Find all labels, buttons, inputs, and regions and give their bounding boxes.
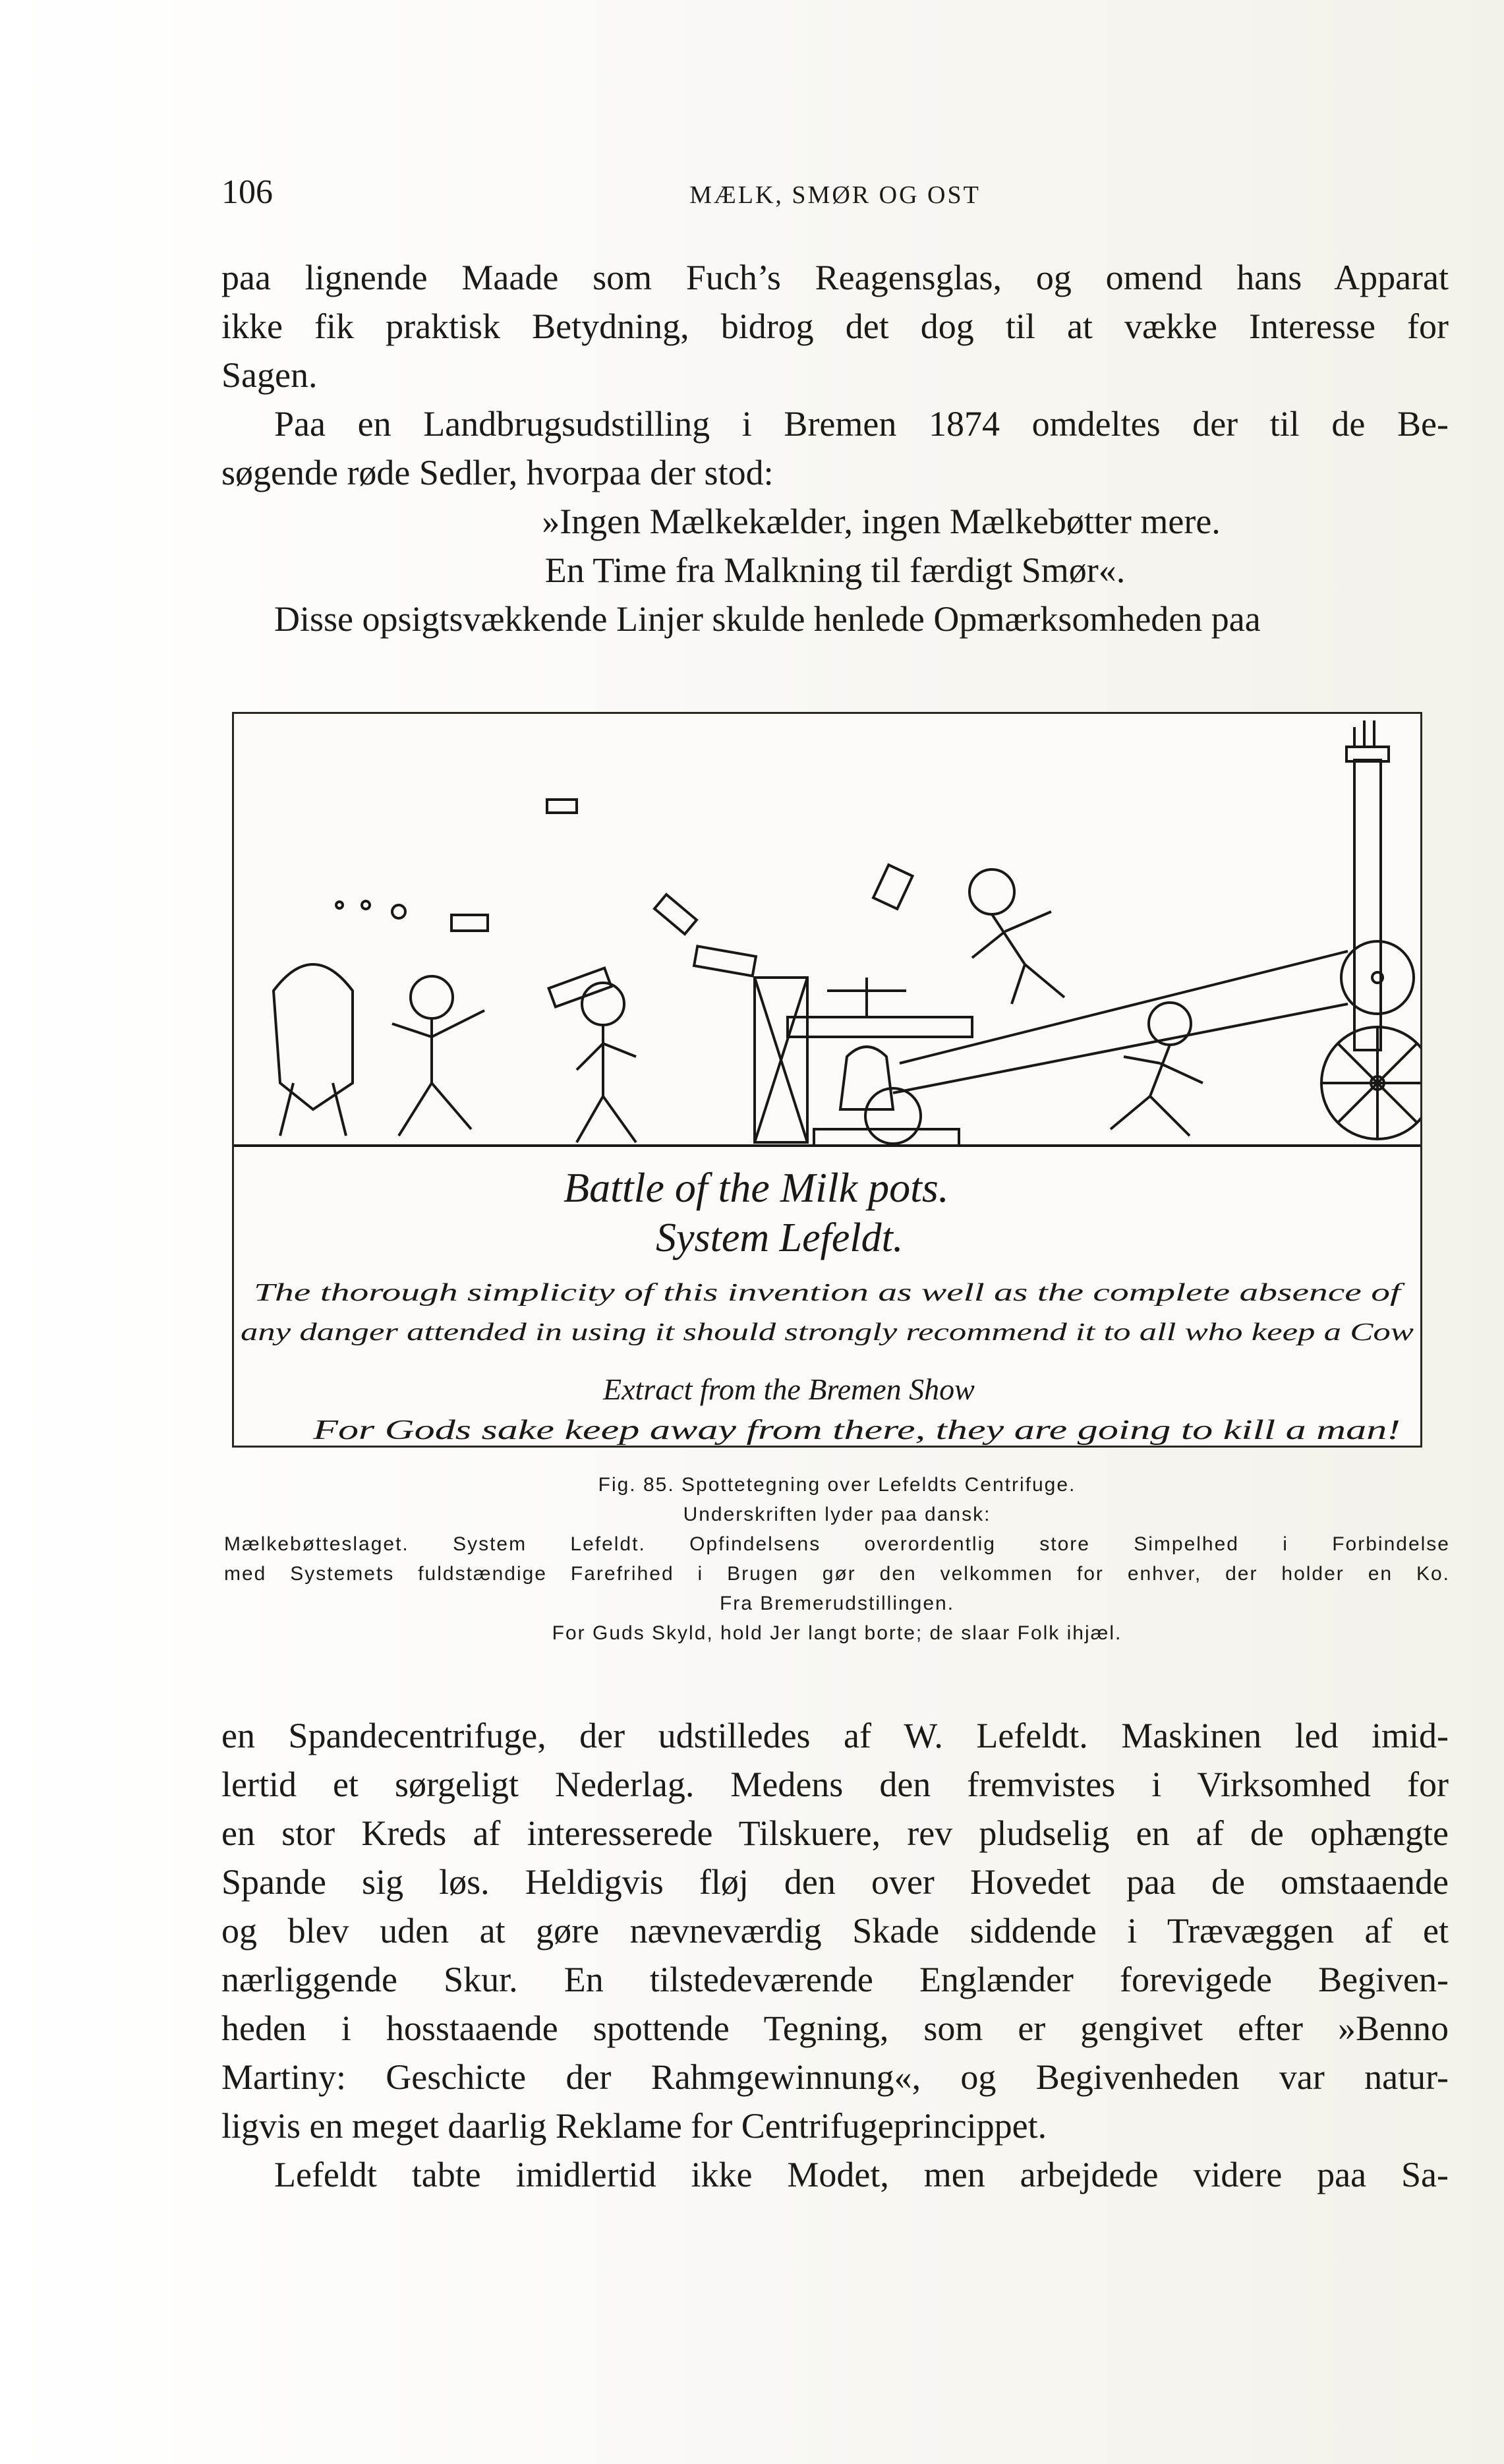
page-header	[221, 173, 1449, 219]
text-line: Lefeldt tabte imidlertid ikke Modet, men arbejdede videre paa Sa-	[274, 2155, 1449, 2194]
inscription-line: any danger attended in using it should strongly recommend it to all who keep a Cow	[241, 1318, 1414, 1346]
cartoon-scene	[234, 720, 1420, 1146]
machine-arm	[788, 1017, 972, 1037]
flying-debris	[362, 901, 370, 909]
inscription-line: The thorough simplicity of this invention as well as the complete absence of	[254, 1279, 1405, 1306]
flying-pail	[451, 915, 488, 931]
figure-head	[411, 976, 453, 1018]
body-paragraph	[221, 1711, 1449, 2199]
text-line: Spande sig løs. Heldigvis fløj den over Hovedet paa de omstaaende	[221, 1862, 1449, 1902]
umbrella-figure	[274, 964, 353, 1109]
caption-line: Mælkebøtteslaget. System Lefeldt. Opfindelsens overordentlig store Simpelhed i Forbindelse	[224, 1533, 1450, 1555]
text-line: og blev uden at gøre nævneværdig Skade siddende i Trævæggen af et	[221, 1911, 1449, 1951]
cartoon-drawing	[234, 714, 1420, 1446]
text-line: ikke fik praktisk Betydning, bidrog det dog til at vække Interesse for	[221, 307, 1449, 346]
inscription-source: Extract from the Bremen Show	[603, 1372, 975, 1406]
caption-line: med Systemets fuldstændige Farefrihed i Brugen gør den velkommen for enhver, der holder en Ko.	[224, 1563, 1450, 1585]
cartoon-figure	[232, 712, 1422, 1448]
drive-wheel	[865, 1088, 921, 1144]
inscription-warning: For Gods sake keep away from there, they are going to kill a man!	[312, 1415, 1401, 1446]
flying-pail	[654, 895, 697, 934]
figure-body	[1111, 1045, 1203, 1136]
intro-paragraph	[221, 253, 1449, 643]
text-line: Martiny: Geschicte der Rahmgewinnung«, og Begivenheden var natur-	[221, 2057, 1449, 2097]
flywheel-upper	[1341, 941, 1414, 1014]
text-line: søgende røde Sedler, hvorpaa der stod:	[221, 453, 774, 492]
flying-pail	[873, 865, 912, 909]
quote-line: »Ingen Mælkekælder, ingen Mælkebøtter mere.	[542, 502, 1221, 541]
text-line: Sagen.	[221, 355, 318, 395]
figure-head	[969, 869, 1014, 914]
text-line: heden i hosstaaende spottende Tegning, som er gengivet efter »Benno	[221, 2009, 1449, 2048]
caption-last-line: For Guds Skyld, hold Jer langt borte; de slaar Folk ihjæl.	[552, 1622, 1122, 1644]
flying-pail	[549, 968, 612, 1007]
text-line: lertid et sørgeligt Nederlag. Medens den fremvistes i Virksomhed for	[221, 1765, 1449, 1804]
figure-body	[577, 1025, 636, 1142]
text-line: paa lignende Maade som Fuch’s Reagensglas, og omend hans Apparat	[221, 258, 1449, 297]
text-line: nærliggende Skur. En tilstedeværende Englænder forevigede Begiven-	[221, 1960, 1449, 1999]
running-title: MÆLK, SMØR OG OST	[689, 181, 981, 209]
flying-debris	[392, 905, 405, 918]
caption-subheading: Underskriften lyder paa dansk:	[683, 1504, 991, 1525]
quote-line: En Time fra Malkning til færdigt Smør«.	[544, 550, 1126, 590]
flying-pail	[547, 800, 577, 813]
inscription-subtitle: System Lefeldt.	[656, 1216, 904, 1260]
caption-figure-number: Fig. 85. Spottetegning over Lefeldts Centrifuge.	[598, 1474, 1076, 1496]
text-line: en stor Kreds af interesserede Tilskuere, rev pludselig en af de ophængte	[221, 1813, 1449, 1853]
flying-debris	[336, 902, 343, 908]
figure-body	[972, 912, 1064, 1004]
figure-body	[392, 1011, 484, 1136]
column	[1354, 760, 1381, 1050]
text-line: ligvis en meget daarlig Reklame for Centrifugeprincippet.	[221, 2106, 1047, 2146]
page-number: 106	[221, 173, 273, 211]
caption-origin: Fra Bremerudstillingen.	[719, 1593, 955, 1614]
inscription-title: Battle of the Milk pots.	[564, 1164, 949, 1211]
text-line: Disse opsigtsvækkende Linjer skulde henlede Opmærksomheden paa	[274, 599, 1261, 639]
figure-caption	[224, 1470, 1450, 1648]
text-line: en Spandecentrifuge, der udstilledes af W. Lefeldt. Maskinen led imid-	[221, 1716, 1449, 1755]
flying-pail	[694, 946, 756, 976]
text-line: Paa en Landbrugsudstilling i Bremen 1874 omdeltes der til de Be-	[274, 404, 1449, 444]
centrifuge-bowl	[840, 1047, 893, 1109]
